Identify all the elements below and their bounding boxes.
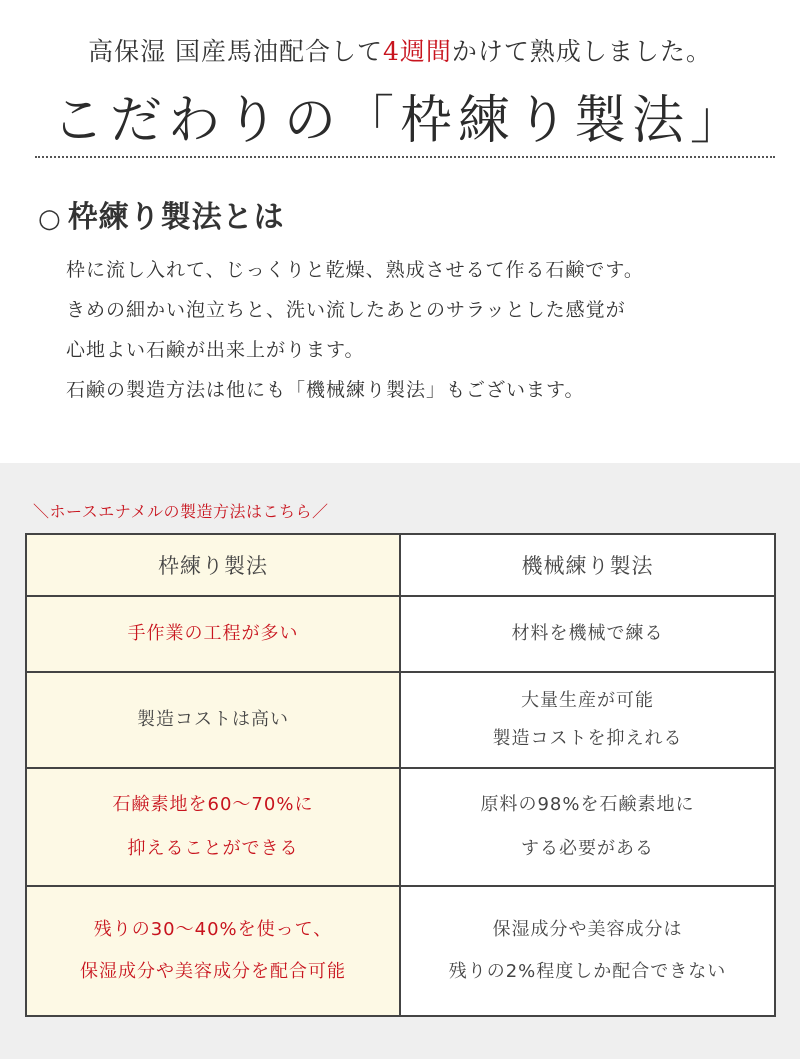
body-paragraph: きめの細かい泡立ちと、洗い流したあとのサラッとした感覚が	[66, 299, 626, 321]
section-heading	[38, 192, 285, 236]
cell-line: 材料を機械で練る	[511, 623, 664, 644]
comparison-panel	[0, 463, 800, 1059]
cell-line: 保湿成分や美容成分は	[492, 919, 683, 940]
cell-line: 製造コストは高い	[137, 709, 289, 730]
cell-line: 大量生産が可能	[521, 690, 654, 711]
subtitle-post: かけて熟成しました。	[451, 37, 712, 66]
cell-line: 保湿成分や美容成分を配合可能	[80, 961, 346, 982]
subtitle-pre: 高保湿 国産馬油配合して	[88, 37, 384, 66]
table-row	[26, 886, 775, 1016]
cell-frame	[26, 768, 400, 886]
body-paragraph: 枠に流し入れて、じっくりと乾燥、熟成させるて作る石鹸です。	[66, 259, 644, 281]
cell-frame	[26, 596, 400, 672]
cell-line: 残りの30～40%を使って、	[93, 919, 333, 940]
section-heading-text: 枠練り製法とは	[67, 200, 285, 235]
table-row	[26, 672, 775, 768]
comparison-table	[25, 533, 776, 1017]
cell-line: 原料の98%を石鹸素地に	[480, 794, 695, 815]
cell-line: 製造コストを抑えれる	[492, 728, 683, 749]
table-row	[26, 596, 775, 672]
cell-machine	[400, 768, 775, 886]
subtitle-highlight: 4週間	[383, 37, 452, 66]
cell-machine	[400, 886, 775, 1016]
cell-line: 残りの2%程度しか配合できない	[448, 961, 727, 982]
cell-line: 手作業の工程が多い	[127, 623, 299, 644]
dotted-divider	[35, 156, 775, 158]
header-machine-method: 機械練り製法	[400, 534, 775, 596]
cell-machine	[400, 672, 775, 768]
body-paragraph: 石鹸の製造方法は他にも「機械練り製法」もございます。	[66, 379, 585, 401]
page-title: こだわりの「枠練り製法」	[51, 91, 748, 151]
header-frame-method: 枠練り製法	[26, 534, 400, 596]
comparison-caption: ＼ホースエナメルの製造方法はこちら／	[33, 502, 329, 521]
table-header-row	[26, 534, 775, 596]
body-paragraph: 心地よい石鹸が出来上がります。	[66, 339, 365, 361]
cell-line: する必要がある	[521, 838, 654, 859]
cell-frame	[26, 886, 400, 1016]
cell-line: 石鹸素地を60～70%に	[112, 794, 314, 815]
cell-frame	[26, 672, 400, 768]
circle-bullet-icon: ○	[38, 204, 62, 234]
cell-line: 抑えることができる	[127, 838, 299, 859]
header-subtitle	[0, 32, 800, 68]
section-body	[66, 250, 766, 410]
cell-machine	[400, 596, 775, 672]
table-row	[26, 768, 775, 886]
